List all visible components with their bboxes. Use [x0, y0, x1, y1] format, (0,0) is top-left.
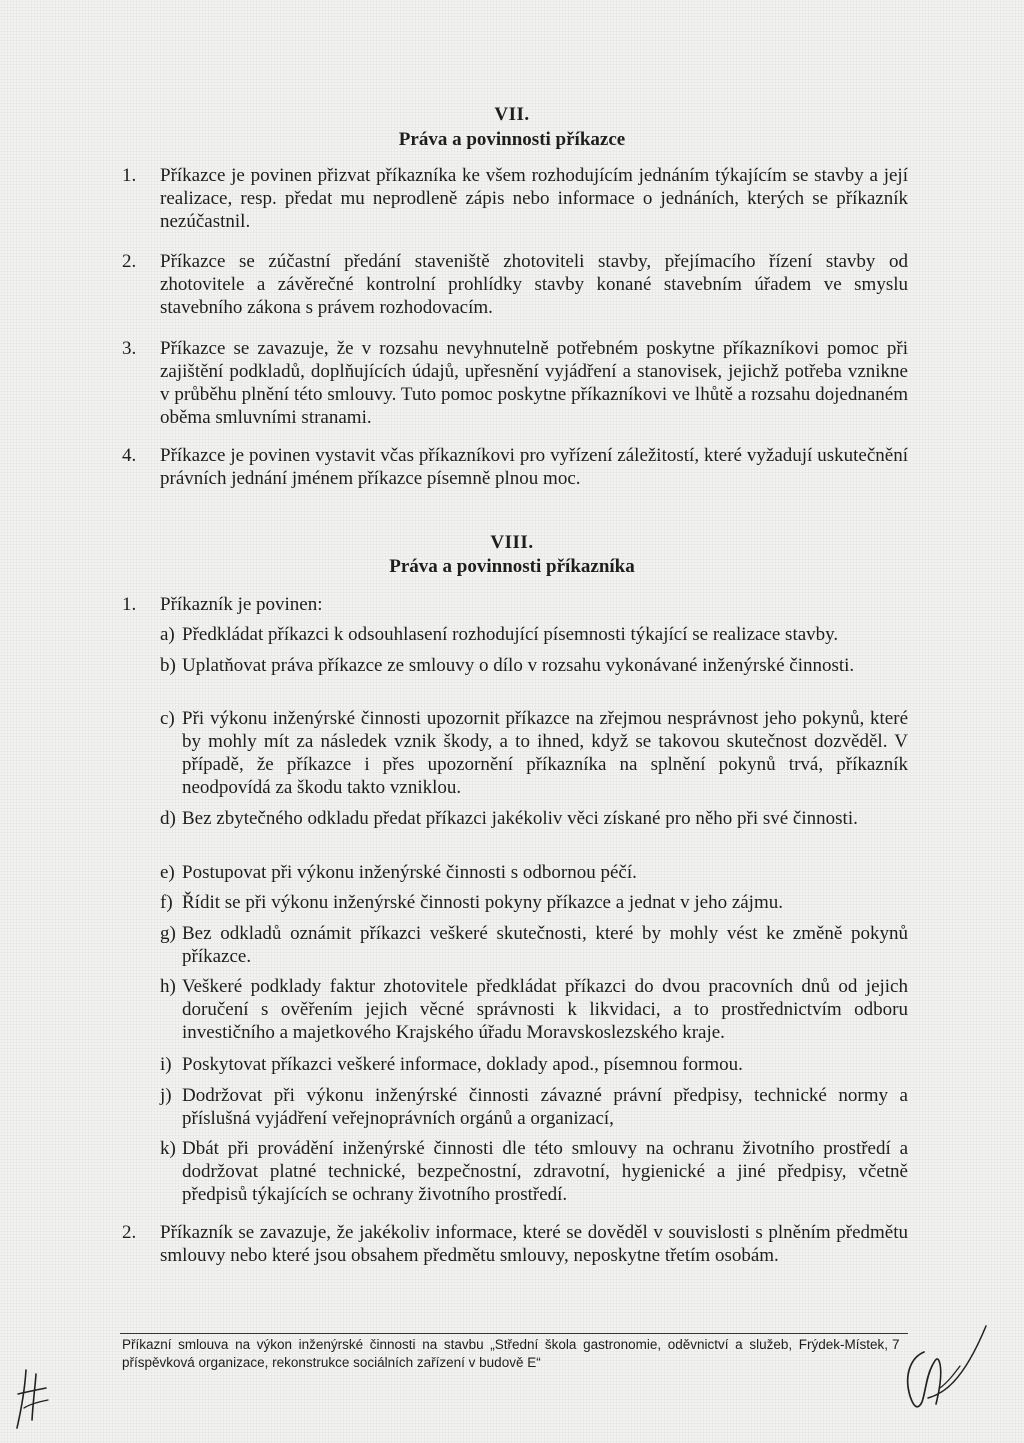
- section-7-title: Práva a povinnosti příkazce: [398, 129, 626, 150]
- s8-item-2-text: Příkazník se zavazuje, že jakékoliv informace, které se dověděl v souvislosti s plněním předmětu smlouvy nebo které jsou obsahem předmětu smlouvy, neposkytne třetím osobám.: [160, 1222, 908, 1266]
- s8-sub-h-text: Veškeré podklady faktur zhotovitele předkládat příkazci do dvou pracovních dnů od jejich doručení s ověřením jejich věcné správnosti k likvidaci, a to prostřednictvím odboru investičního a majetkového Krajského úřadu Moravskoslezského kraje.: [182, 976, 908, 1043]
- s8-sub-k-text: Dbát při provádění inženýrské činnosti dle této smlouvy na ochranu životního prostředí a dodržovat platné technické, bezpečnostní, zdravotní, hygienické a jiné předpisy, včetně předpisů týkajících se ochrany životního prostředí.: [182, 1138, 908, 1205]
- handwritten-initials-left: [8, 1364, 52, 1432]
- s8-item-2-number: 2.: [122, 1222, 137, 1243]
- s8-sub-d-letter: d): [160, 808, 176, 829]
- s8-sub-g-letter: g): [160, 923, 176, 944]
- handwritten-signature-right: [896, 1318, 992, 1418]
- s7-item-4-text: Příkazce je povinen vystavit včas příkazníkovi pro vyřízení záležitostí, které vyžadují uskutečnění právních jednání jménem příkazce písemně plnou moc.: [160, 445, 908, 489]
- s7-item-1-text: Příkazce je povinen přizvat příkazníka ke všem rozhodujícím jednáním týkajícím se stavby a její realizace, resp. předat mu neprodleně zápis nebo informace o jednáních, kterých se příkazník nezúčastnil.: [160, 165, 908, 232]
- s8-sub-e-text: Postupovat při výkonu inženýrské činnosti s odbornou péčí.: [182, 862, 637, 883]
- s8-sub-b-letter: b): [160, 655, 176, 676]
- s8-sub-b-text: Uplatňovat práva příkazce ze smlouvy o dílo v rozsahu vykonávané inženýrské činnosti.: [182, 655, 855, 676]
- footer-rule: [120, 1333, 908, 1334]
- page-number: 7: [892, 1337, 900, 1352]
- s8-sub-a-letter: a): [160, 624, 175, 645]
- s8-sub-f-text: Řídit se při výkonu inženýrské činnosti pokyny příkazce a jednat v jeho zájmu.: [182, 892, 783, 913]
- s8-sub-k-letter: k): [160, 1138, 176, 1159]
- s8-sub-a-text: Předkládat příkazci k odsouhlasení rozhodující písemnosti týkající se realizace stavby.: [182, 624, 839, 645]
- s8-sub-f-letter: f): [160, 892, 173, 913]
- footer-text: Příkazní smlouva na výkon inženýrské činnosti na stavbu „Střední škola gastronomie, oděvnictví a služeb, Frýdek-Místek, příspěvková organizace, rekonstrukce sociálních zařízení v budově E“: [122, 1337, 888, 1370]
- section-8-title: Práva a povinnosti příkazníka: [389, 556, 635, 577]
- s7-item-1-number: 1.: [122, 165, 137, 186]
- s8-sub-h-letter: h): [160, 976, 176, 997]
- s8-sub-d-text: Bez zbytečného odkladu předat příkazci jakékoliv věci získané pro něho při své činnosti.: [182, 808, 858, 829]
- s8-item-1-number: 1.: [122, 594, 137, 615]
- s8-sub-c-letter: c): [160, 708, 175, 729]
- s8-sub-j-text: Dodržovat při výkonu inženýrské činnosti závazné právní předpisy, technické normy a příslušná vyjádření veřejnoprávních orgánů a organizací,: [182, 1085, 908, 1129]
- s8-sub-i-letter: i): [160, 1054, 172, 1075]
- section-7-number: VII.: [494, 104, 530, 125]
- s7-item-2-number: 2.: [122, 251, 137, 272]
- s8-sub-j-letter: j): [160, 1085, 172, 1106]
- s8-sub-e-letter: e): [160, 862, 175, 883]
- s7-item-3-number: 3.: [122, 338, 137, 359]
- s8-sub-c-text: Při výkonu inženýrské činnosti upozornit příkazce na zřejmou nesprávnost jeho pokynů, které by mohly mít za následek vznik škody, a to ihned, když se takovou skutečnost dozvěděl. V případě, že příkazce i přes upozornění příkazníka na splnění pokynů trvá, příkazník neodpovídá za škodu takto vzniklou.: [182, 708, 908, 798]
- s8-item-1-text: Příkazník je povinen:: [160, 594, 323, 615]
- section-8-number: VIII.: [490, 532, 534, 553]
- s8-sub-i-text: Poskytovat příkazci veškeré informace, doklady apod., písemnou formou.: [182, 1054, 743, 1075]
- s7-item-2-text: Příkazce se zúčastní předání staveniště zhotoviteli stavby, přejímacího řízení stavby od zhotovitele a závěrečné kontrolní prohlídky stavby konané stavebním úřadem ve smyslu stavebního zákona s právem rozhodovacím.: [160, 251, 908, 318]
- s7-item-4-number: 4.: [122, 445, 137, 466]
- s7-item-3-text: Příkazce se zavazuje, že v rozsahu nevyhnutelně potřebném poskytne příkazníkovi pomoc při zajištění podkladů, doplňujících údajů, upřesnění vyjádření a stanovisek, jejichž potřeba vznikne v průběhu plnění této smlouvy. Tuto pomoc poskytne příkazníkovi ve lhůtě a rozsahu dojednaném oběma smluvními stranami.: [160, 338, 908, 428]
- s8-sub-g-text: Bez odkladů oznámit příkazci veškeré skutečnosti, které by mohly vést ke změně pokynů příkazce.: [182, 923, 908, 967]
